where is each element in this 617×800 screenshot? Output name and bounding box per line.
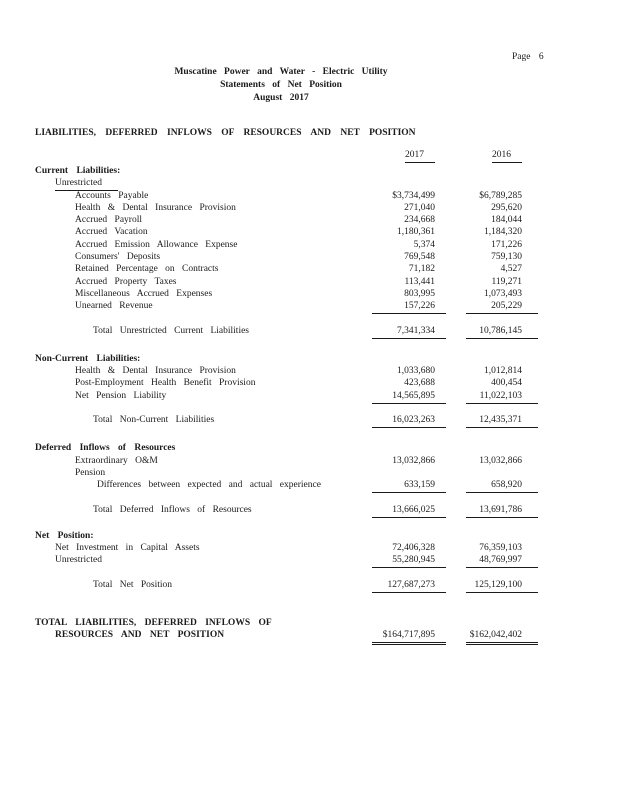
row-label: Deferred Inflows of Resources	[35, 443, 176, 454]
amount-2017-cell: 13,032,866	[392, 455, 435, 466]
statement-row	[35, 215, 538, 227]
amount-2017-cell: $164,717,895	[372, 630, 446, 645]
statement-row	[35, 543, 538, 555]
total-row	[35, 580, 538, 592]
amount-2017-cell: 234,668	[404, 215, 435, 226]
amount-2016-cell: 48,769,997	[466, 555, 538, 568]
amount-2017-cell: 71,182	[408, 264, 435, 275]
column-header-2017: 2017	[405, 150, 435, 163]
statement-row	[35, 468, 538, 480]
spacer	[35, 314, 538, 326]
amount-2016-cell: 205,229	[466, 301, 538, 314]
amount-2016-cell: 658,920	[466, 480, 538, 493]
amount-2017-cell: 13,666,025	[372, 505, 446, 518]
amount-2017-cell: 769,548	[404, 252, 435, 263]
row-label: Net Pension Liability	[75, 390, 167, 401]
row-label: Health & Dental Insurance Provision	[75, 202, 236, 213]
amount-2016-cell: 1,012,814	[484, 366, 522, 377]
spacer	[35, 403, 538, 415]
amount-2016-cell: 1,184,320	[484, 227, 522, 238]
statement-row	[35, 555, 538, 567]
amount-2017-cell: 1,180,361	[397, 227, 435, 238]
row-label: RESOURCES AND NET POSITION	[55, 630, 225, 641]
statement-row	[35, 203, 538, 215]
amount-2016-cell: $6,789,285	[479, 190, 522, 201]
row-label: Unearned Revenue	[75, 301, 153, 312]
statement-row	[35, 289, 538, 301]
row-label: Net Investment in Capital Assets	[55, 543, 200, 554]
document-title	[0, 67, 562, 106]
row-label: Retained Percentage on Contracts	[75, 264, 219, 275]
amount-2017-cell: 127,687,273	[372, 580, 446, 593]
statement-row	[35, 366, 538, 378]
row-label: Health & Dental Insurance Provision	[75, 366, 236, 377]
statement-section	[35, 166, 538, 338]
statement-row	[35, 227, 538, 239]
grand-total-line1	[35, 618, 538, 630]
row-label: Consumers' Deposits	[75, 252, 161, 263]
column-headers-spacer	[35, 150, 372, 163]
row-label	[35, 178, 372, 191]
page-number: Page 6	[512, 52, 544, 62]
amount-2016-cell: $162,042,402	[466, 630, 538, 645]
row-label: Current Liabilities:	[35, 166, 121, 176]
statement-row	[35, 252, 538, 264]
section-subtitle-row	[35, 178, 538, 190]
row-label: Differences between expected and actual experience	[97, 480, 321, 491]
amount-2016-cell: 184,044	[491, 215, 522, 226]
amount-2016-cell: 400,454	[491, 378, 522, 389]
amount-2017-cell: 113,441	[404, 276, 435, 287]
row-label: Accounts Payable	[75, 190, 149, 201]
amount-2016-cell: 295,620	[491, 202, 522, 213]
column-header-2016: 2016	[492, 150, 522, 163]
amount-2016-cell: 125,129,100	[466, 580, 538, 593]
amount-2016-cell: 11,022,103	[466, 391, 538, 404]
column-headers-row	[35, 150, 538, 163]
statement-row	[35, 301, 538, 313]
row-label: Non-Current Liabilities:	[35, 353, 141, 364]
total-row	[35, 505, 538, 517]
statement-section	[35, 443, 538, 516]
row-label: Accrued Payroll	[75, 215, 142, 226]
grand-total-line2	[35, 630, 538, 642]
amount-2016-cell: 12,435,371	[466, 415, 538, 428]
row-label: Pension	[75, 467, 106, 478]
amount-2016-cell: 119,271	[491, 276, 522, 287]
amount-2017-cell: 7,341,334	[372, 326, 446, 339]
amount-2017-cell: 16,023,263	[372, 415, 446, 428]
amount-2016-cell: 10,786,145	[466, 326, 538, 339]
total-row	[35, 415, 538, 427]
column-header-2016-cell	[466, 150, 538, 163]
title-line-company: Muscatine Power and Water - Electric Utility	[174, 67, 388, 77]
row-label: Post-Employment Health Benefit Provision	[75, 378, 256, 389]
section-heading: LIABILITIES, DEFERRED INFLOWS OF RESOURCES AND NET POSITION	[35, 128, 416, 138]
row-label-text: Unrestricted	[55, 178, 118, 191]
statement-row	[35, 378, 538, 390]
row-label: Total Net Position	[93, 579, 173, 590]
column-header-2017-cell	[372, 150, 446, 163]
row-label: Total Unrestricted Current Liabilities	[93, 325, 250, 336]
amount-2016-cell: 1,073,493	[484, 288, 522, 299]
amount-2017-cell: 55,280,945	[372, 555, 446, 568]
row-label: Unrestricted	[55, 555, 102, 566]
amount-2017-cell: 157,226	[372, 301, 446, 314]
row-label: Net Position:	[35, 530, 94, 541]
amount-2017-cell: 72,406,328	[392, 543, 435, 554]
section-title-row	[35, 531, 538, 543]
title-line-statement: Statements of Net Position	[220, 80, 342, 90]
section-title-row	[35, 166, 538, 178]
amount-2017-cell: 14,565,895	[372, 391, 446, 404]
amount-2017-cell: 803,995	[404, 288, 435, 299]
section-title-row	[35, 354, 538, 366]
row-label: Accrued Vacation	[75, 227, 148, 238]
row-label: Accrued Property Taxes	[75, 276, 177, 287]
row-label: Total Non-Current Liabilities	[93, 415, 215, 426]
statement-section	[35, 531, 538, 592]
amount-2017-cell: 423,688	[404, 378, 435, 389]
amount-2016-cell: 13,691,786	[466, 505, 538, 518]
statement-row	[35, 391, 538, 403]
statement-row	[35, 480, 538, 492]
row-label: Total Deferred Inflows of Resources	[93, 504, 252, 515]
amount-2017-cell: $3,734,499	[392, 190, 435, 201]
statement-row	[35, 277, 538, 289]
amount-2016-cell: 759,130	[491, 252, 522, 263]
statement-section	[35, 354, 538, 427]
statement-row	[35, 191, 538, 203]
row-label: Miscellaneous Accrued Expenses	[75, 288, 213, 299]
amount-2017-cell: 271,040	[404, 202, 435, 213]
spacer	[35, 568, 538, 580]
statement-row	[35, 456, 538, 468]
amount-2017-cell: 1,033,680	[397, 366, 435, 377]
statement-body	[35, 166, 538, 643]
section-title-row	[35, 443, 538, 455]
statement-row	[35, 240, 538, 252]
amount-2016-cell: 13,032,866	[479, 455, 522, 466]
spacer	[35, 493, 538, 505]
row-label: Extraordinary O&M	[75, 455, 158, 466]
row-label: TOTAL LIABILITIES, DEFERRED INFLOWS OF	[35, 618, 272, 629]
amount-2017-cell: 633,159	[372, 480, 446, 493]
statement-row	[35, 264, 538, 276]
total-row	[35, 326, 538, 338]
amount-2016-cell: 76,359,103	[479, 543, 522, 554]
row-label: Accrued Emission Allowance Expense	[75, 239, 238, 250]
amount-2016-cell: 171,226	[491, 239, 522, 250]
title-line-date: August 2017	[253, 93, 309, 103]
grand-total	[35, 618, 538, 643]
amount-2016-cell: 4,527	[500, 264, 522, 275]
amount-2017-cell: 5,374	[413, 239, 435, 250]
